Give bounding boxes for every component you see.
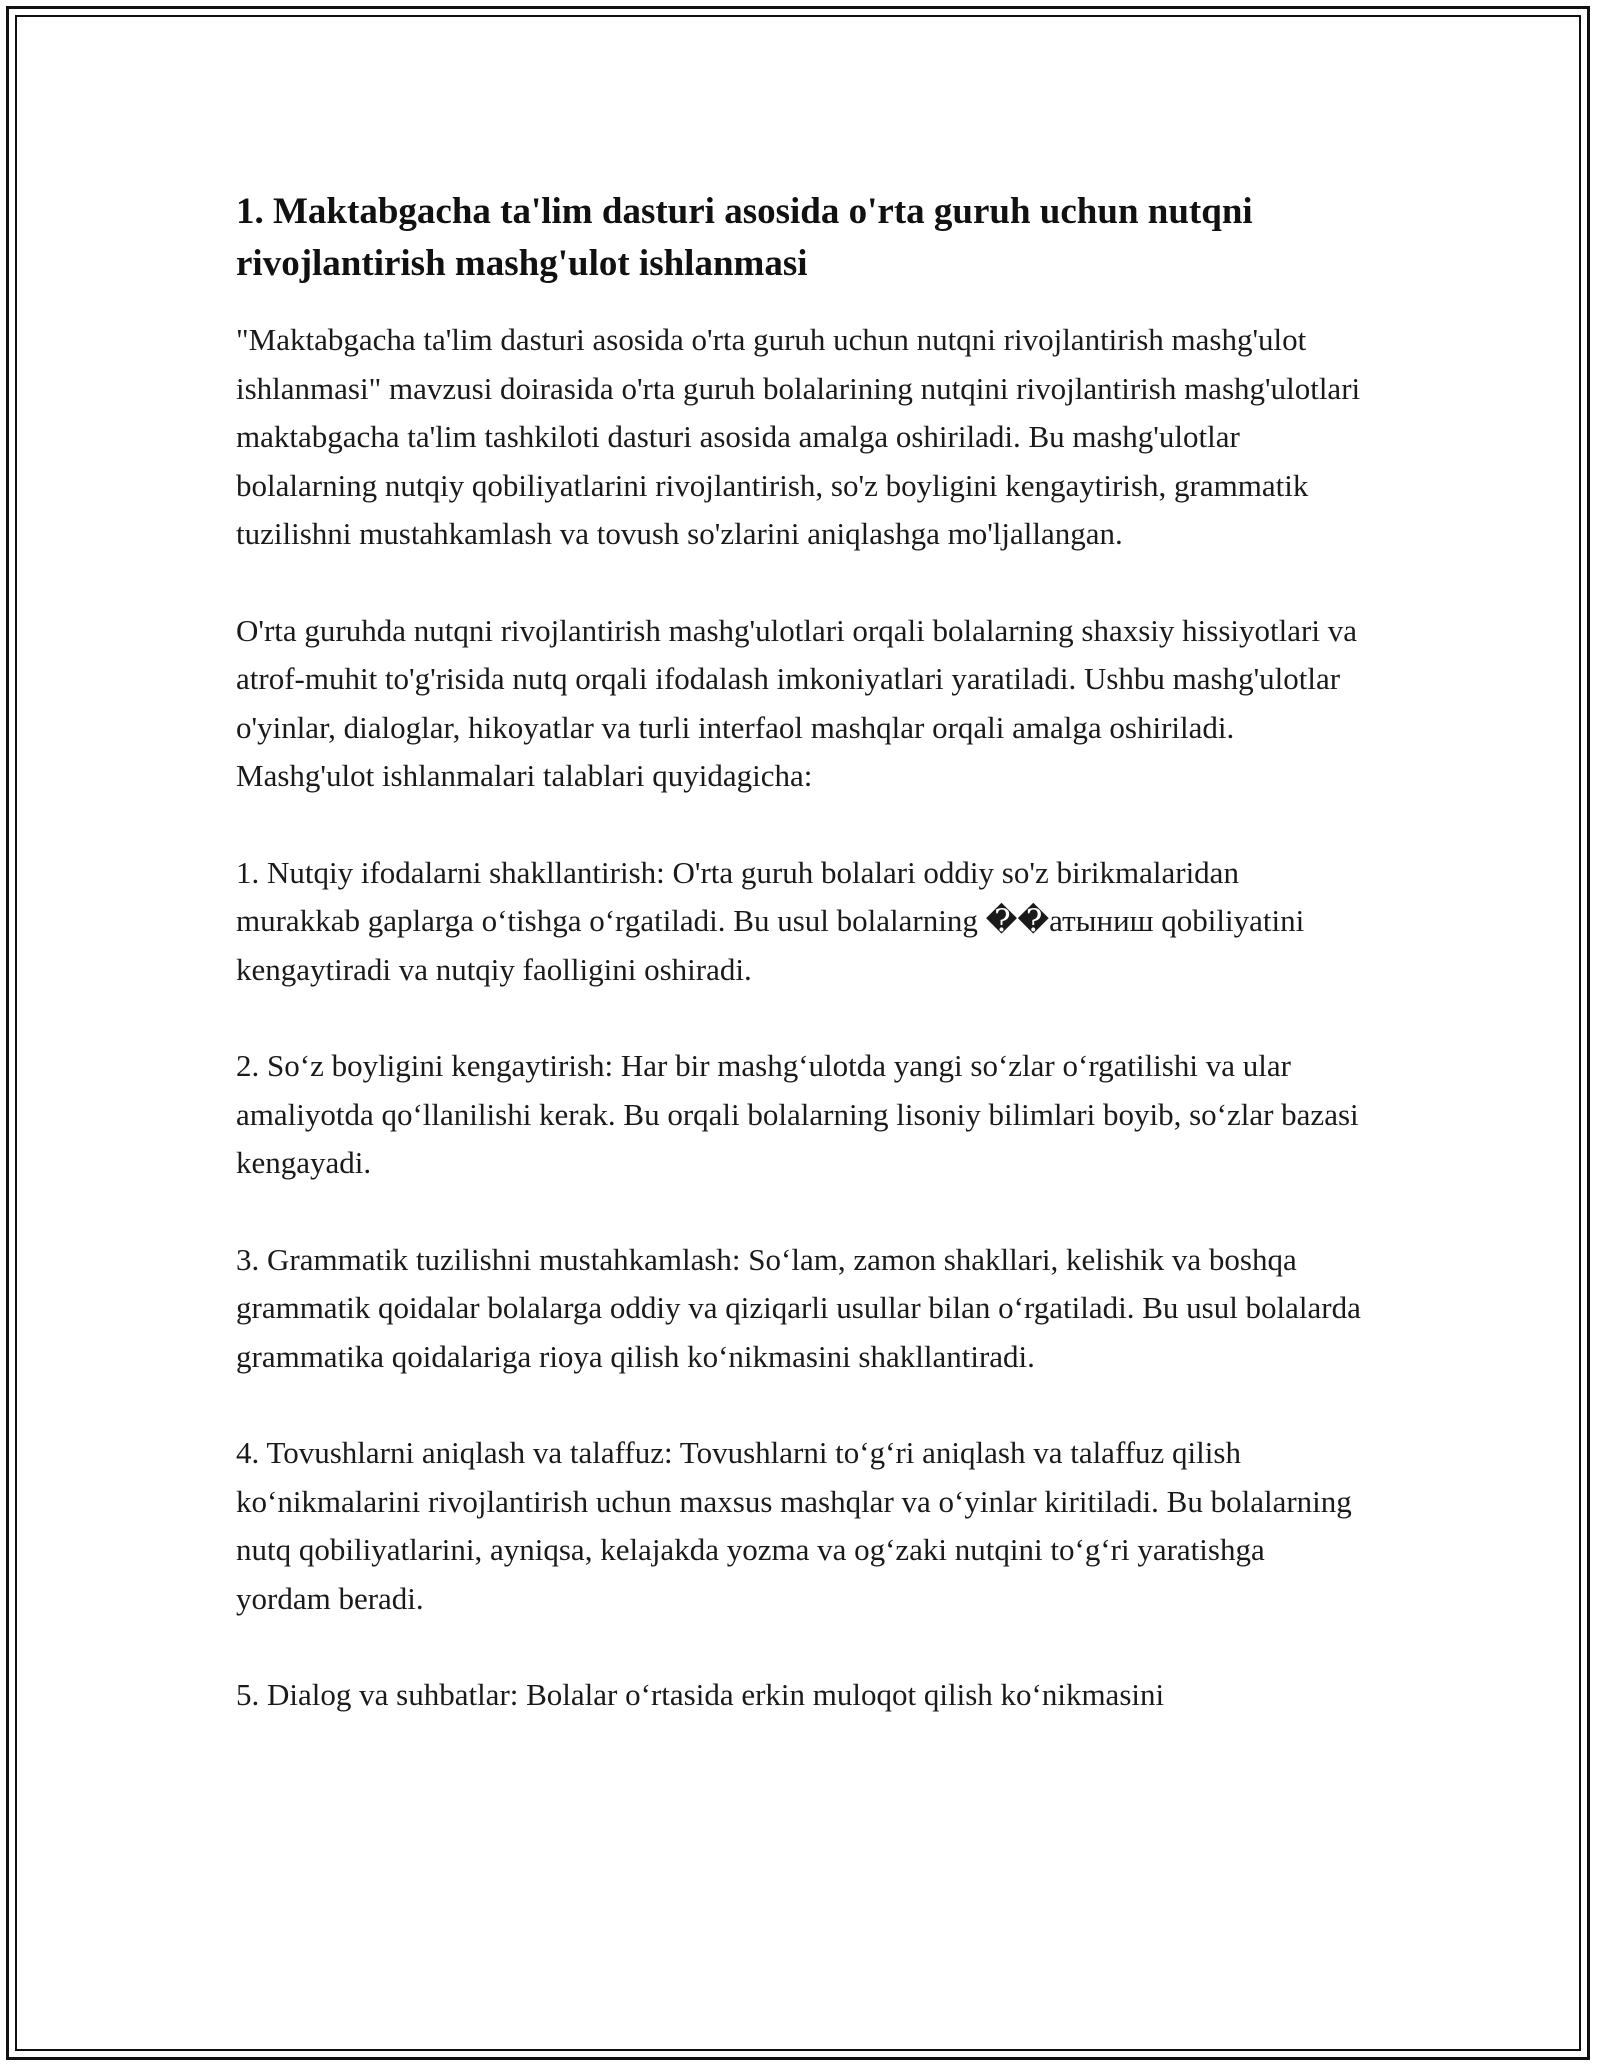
paragraph-item-4: 4. Tovushlarni aniqlash va talaffuz: Tovushlarni to‘g‘ri aniqlash va talaffuz qilish ko‘nikmalarini rivojlantirish uchun maxsus mashqlar va o‘yinlar kiritiladi. Bu bolalarning nutq qobiliyatlarini, ayniqsa, kelajakda yozma va og‘zaki nutqini to‘g‘ri yaratishga yordam beradi. <box>236 1435 1352 1616</box>
paragraph-overview: O'rta guruhda nutqni rivojlantirish mashg'ulotlari orqali bolalarning shaxsiy hissiyotlari va atrof-muhit to'g'risida nutq orqali ifodalash imkoniyatlari yaratiladi. Ushbu mashg'ulotlar o'yinlar, dialoglar, hikoyatlar va turli interfaol mashqlar orqali amalga oshiriladi. Mashg'ulot ishlanmalari talablari quyidagicha: <box>236 612 1357 793</box>
paragraph-item-3: 3. Grammatik tuzilishni mustahkamlash: So‘lam, zamon shakllari, kelishik va boshqa grammatik qoidalar bolalarga oddiy va qiziqarli usullar bilan o‘rgatiladi. Bu usul bolalarda grammatika qoidalariga rioya qilish ko‘nikmasini shakllantiradi. <box>236 1241 1361 1374</box>
paragraph-item-5: 5. Dialog va suhbatlar: Bolalar o‘rtasida erkin muloqot qilish ko‘nikmasini <box>236 1677 1165 1712</box>
document-title: 1. Maktabgacha ta'lim dasturi asosida o'rta guruh uchun nutqni rivojlantirish mashg'ulot ishlanmasi <box>236 191 1253 284</box>
paragraph-item-2: 2. So‘z boyligini kengaytirish: Har bir mashg‘ulotda yangi so‘zlar o‘rgatilishi va ular amaliyotda qo‘llanilishi kerak. Bu orqali bolalarning lisoniy bilimlari boyib, so‘zlar bazasi kengayadi. <box>236 1048 1359 1180</box>
document-body <box>236 186 1366 1720</box>
paragraph-item-1: 1. Nutqiy ifodalarni shakllantirish: O'rta guruh bolalari oddiy so'z birikmalaridan murakkab gaplarga o‘tishga o‘rgatiladi. Bu usul bolalarning ��атыниш qobiliyatini kengaytiradi va nutqiy faolligini oshiradi. <box>236 854 1305 987</box>
paragraph-intro: "Maktabgacha ta'lim dasturi asosida o'rta guruh uchun nutqni rivojlantirish mashg'ulot ishlanmasi" mavzusi doirasida o'rta guruh bolalarining nutqini rivojlantirish mashg'ulotlari maktabgacha ta'lim tashkiloti dasturi asosida amalga oshiriladi. Bu mashg'ulotlar bolalarning nutqiy qobiliyatlarini rivojlantirish, so'z boyligini kengaytirish, grammatik tuzilishni mustahkamlash va tovush so'zlarini aniqlashga mo'ljallangan. <box>236 322 1361 551</box>
